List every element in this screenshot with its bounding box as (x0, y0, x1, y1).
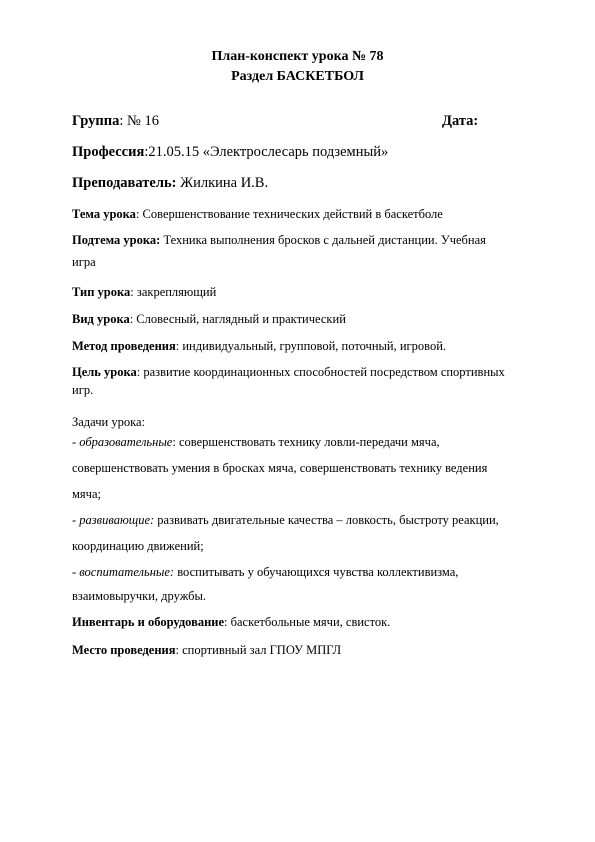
lesson-type-value: : закрепляющий (130, 285, 217, 299)
topic-line (72, 206, 535, 222)
profession-line (72, 143, 535, 161)
page-title: План-конспект урока № 78 (211, 49, 384, 64)
task-educational-line-2: совершенствовать умения в бросках мяча, совершенствовать технику ведения (72, 461, 488, 475)
date-label: Дата: (442, 113, 479, 129)
profession-value: :21.05.15 «Электрослесарь подземный» (144, 144, 389, 160)
goal-line (72, 364, 535, 380)
lesson-kind-label: Вид урока (72, 312, 130, 326)
subtopic-label: Подтема урока: (72, 233, 161, 247)
profession-label: Профессия (72, 144, 145, 160)
lesson-kind-line (72, 311, 535, 327)
lesson-type-line (72, 284, 535, 300)
task-developing-line-2: координацию движений; (72, 539, 204, 553)
venue-line (72, 642, 535, 658)
teacher-line (72, 174, 535, 192)
teacher-label: Преподаватель: (72, 175, 177, 191)
task-educational-prefix: - (72, 435, 80, 449)
lesson-kind-value: : Словесный, наглядный и практический (129, 312, 346, 326)
group-value: : № 16 (119, 113, 160, 129)
goal-label: Цель урока (72, 365, 137, 379)
subtopic-line-2: игра (72, 255, 96, 269)
equipment-label: Инвентарь и оборудование (72, 615, 225, 629)
topic-label: Тема урока (72, 207, 136, 221)
task-educational-line-3: мяча; (72, 487, 101, 501)
task-upbringing-line-2: взаимовыручки, дружбы. (72, 589, 207, 603)
equipment-value: : баскетбольные мячи, свисток. (224, 615, 391, 629)
subtopic-value: Техника выполнения бросков с дальней дистанции. Учебная (160, 233, 486, 247)
method-value: : индивидуальный, групповой, поточный, игровой. (175, 339, 447, 353)
lesson-type-label: Тип урока (72, 285, 131, 299)
method-line (72, 338, 535, 354)
venue-label: Место проведения (72, 643, 176, 657)
section-title: Раздел БАСКЕТБОЛ (231, 69, 364, 84)
task-upbringing-prefix: - (72, 565, 80, 579)
task-developing-label: развивающие: (79, 513, 155, 527)
goal-value: : развитие координационных способностей посредством спортивных (136, 365, 505, 379)
tasks-heading: Задачи урока: (72, 415, 145, 429)
method-label: Метод проведения (72, 339, 176, 353)
task-developing (72, 512, 535, 528)
subtopic-line (72, 232, 535, 248)
task-upbringing (72, 564, 535, 580)
group-label: Группа (72, 113, 120, 129)
equipment-line (72, 614, 535, 630)
task-educational-label: образовательные (79, 435, 173, 449)
task-upbringing-value: воспитывать у обучающихся чувства коллективизма, (174, 565, 459, 579)
venue-value: : спортивный зал ГПОУ МПГЛ (175, 643, 342, 657)
teacher-value: Жилкина И.В. (176, 175, 269, 191)
goal-line-2: игр. (72, 383, 94, 397)
task-educational-value: : совершенствовать технику ловли-передачи мяча, (172, 435, 440, 449)
task-educational (72, 434, 535, 450)
task-developing-value: развивать двигательные качества – ловкость, быстроту реакции, (154, 513, 499, 527)
task-developing-prefix: - (72, 513, 80, 527)
task-upbringing-label: воспитательные: (79, 565, 175, 579)
topic-value: : Совершенствование технических действий в баскетболе (135, 207, 443, 221)
